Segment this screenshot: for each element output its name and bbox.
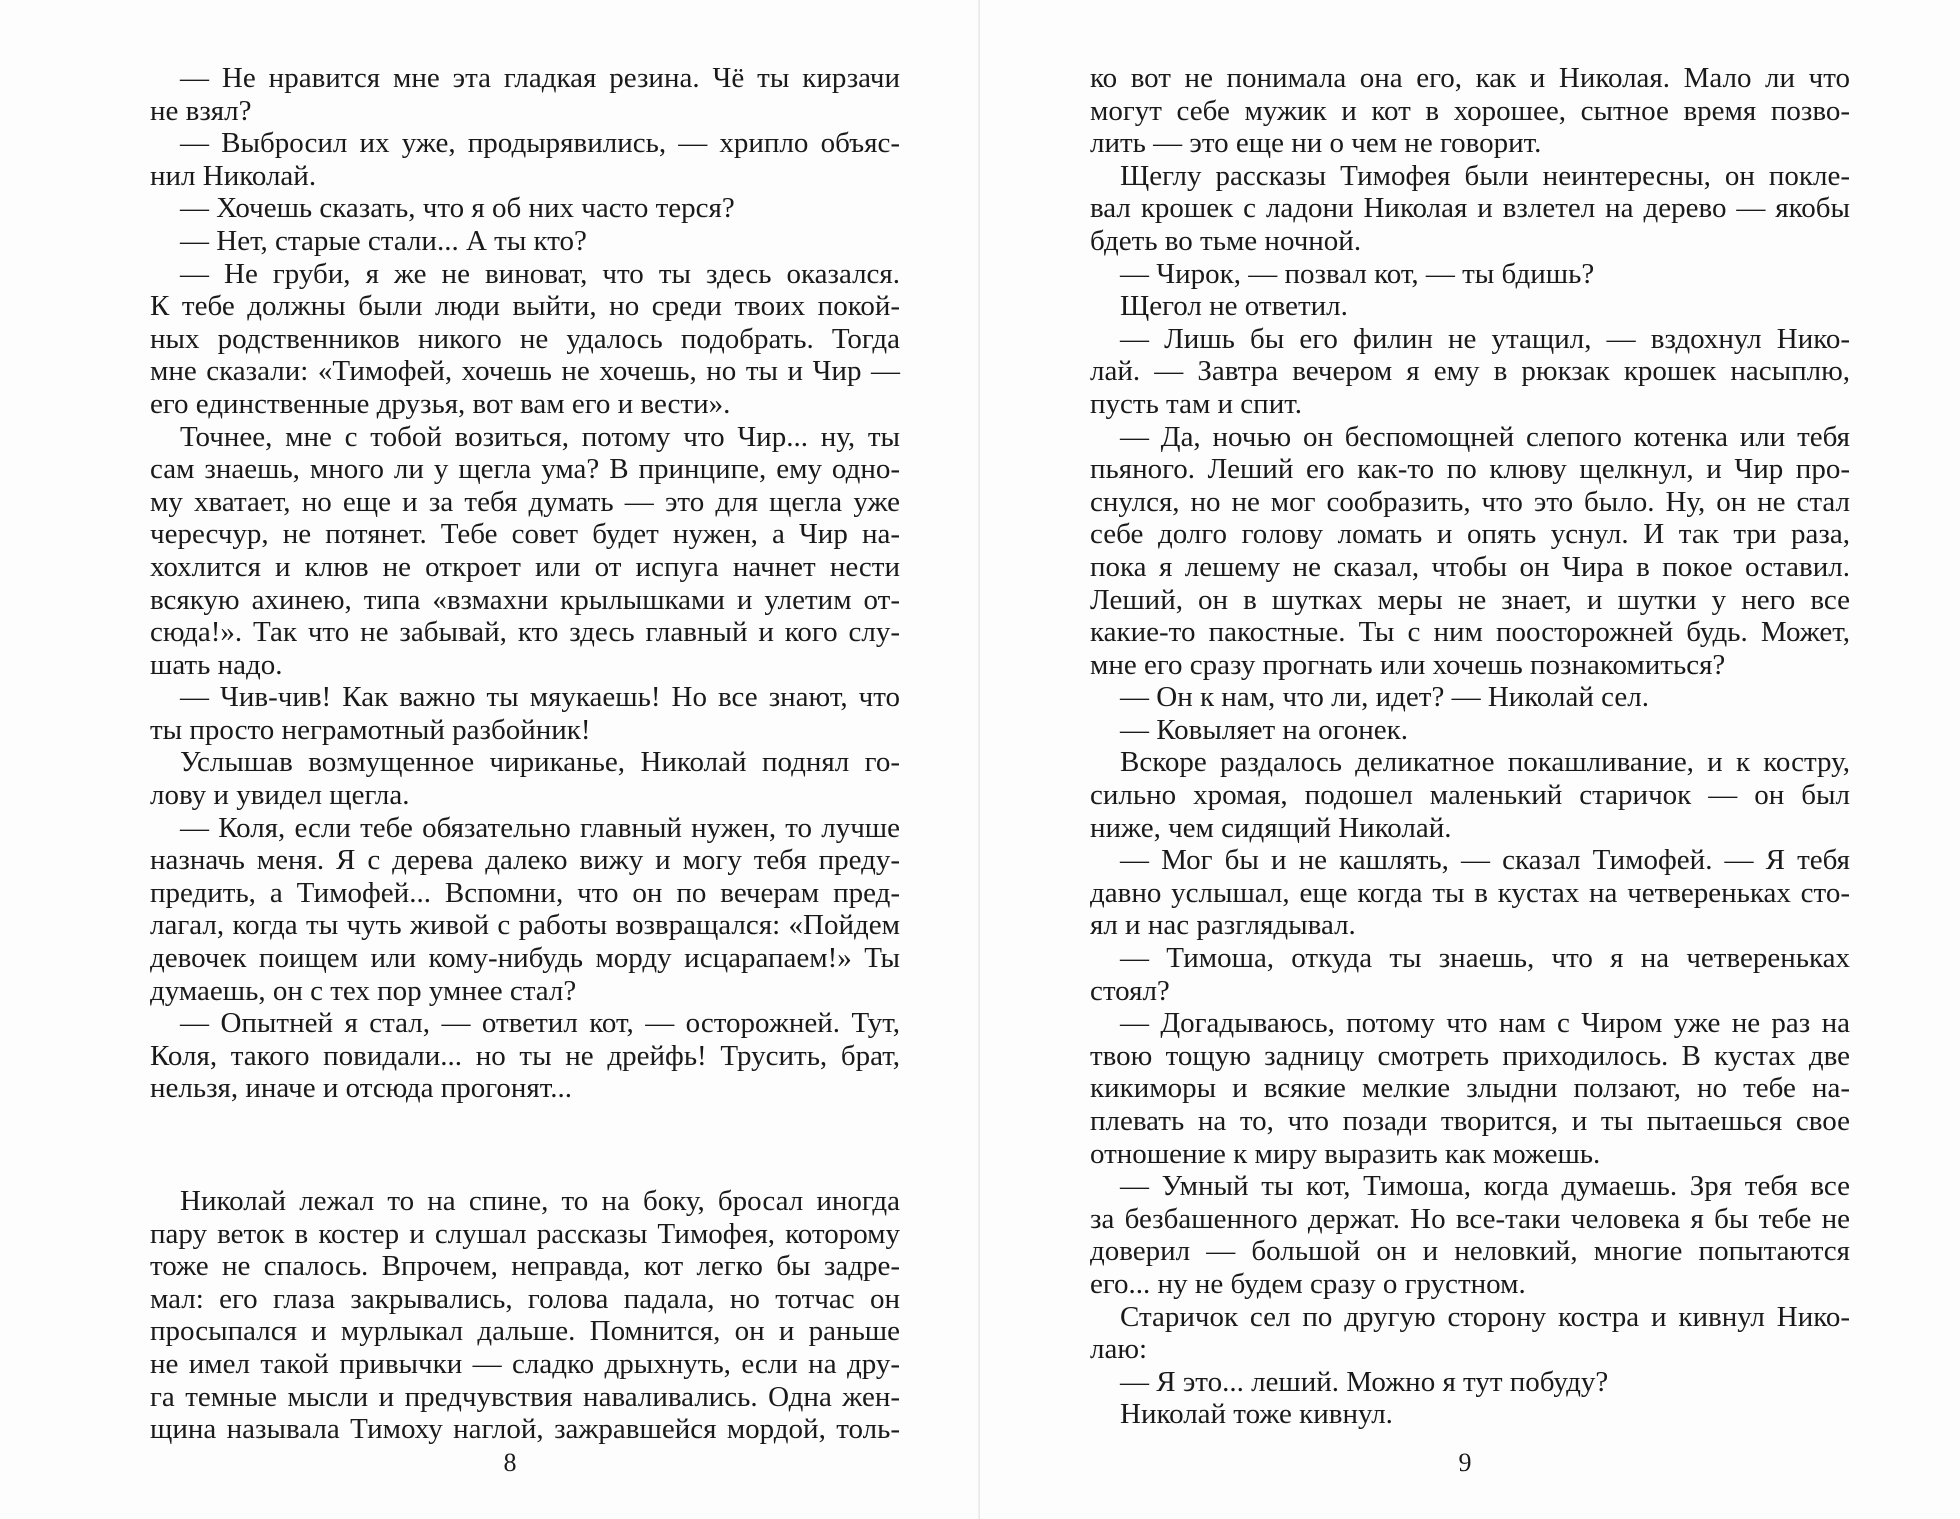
text-line: Вскоре раздалось деликатное покашливание, и к костру,: [1120, 746, 1850, 779]
text-line: тоже не спалось. Впрочем, неправда, кот легко бы задре-: [150, 1250, 900, 1283]
text-line: — Опытней я стал, — ответил кот, — осторожней. Тут,: [180, 1007, 900, 1040]
text-line: могут себе мужик и кот в хорошее, сытное время позво-: [1090, 94, 1850, 127]
section-break: [150, 1105, 900, 1185]
text-line: Леший, он в шутках меры не знает, и шутки у него все: [1090, 583, 1850, 616]
text-line: — Чирок, — позвал кот, — ты бдишь?: [1120, 257, 1595, 290]
page-number: 8: [503, 1448, 517, 1477]
text-line: отношение к миру выразить как можешь.: [1090, 1137, 1601, 1170]
text-line: лову и увидел щегла.: [150, 779, 410, 812]
text-line: Николай лежал то на спине, то на боку, бросал иногда: [180, 1185, 900, 1217]
text-line: — Не нравится мне эта гладкая резина. Чё ты кирзачи: [180, 62, 900, 94]
text-line: ных родственников никого не удалось подобрать. Тогда: [150, 322, 900, 355]
text-line: — Не груби, я же не виноват, что ты здесь оказался.: [180, 257, 900, 290]
page-number: 9: [1458, 1448, 1472, 1477]
text-line: — Нет, старые стали... А ты кто?: [180, 224, 587, 257]
text-line: кикиморы и всякие мелкие злыдни ползают, но тебе на-: [1090, 1072, 1850, 1105]
right-page-text: [1090, 62, 1850, 1431]
text-line: — Чив-чив! Как важно ты мяукаешь! Но все знают, что: [180, 681, 900, 714]
text-line: предить, а Тимофей... Вспомни, что он по вечерам пред-: [150, 876, 900, 909]
text-line: — Тимоша, откуда ты знаешь, что я на четвереньках: [1120, 942, 1850, 975]
text-line: му хватает, но еще и за тебя думать — это для щегла уже: [150, 485, 900, 518]
text-line: сюда!». Так что не забывай, кто здесь главный и кого слу-: [150, 616, 900, 649]
text-line: пьяного. Леший его как-то по клюву щелкнул, и Чир про-: [1090, 453, 1850, 486]
text-line: просыпался и мурлыкал дальше. Помнится, он и раньше: [150, 1315, 900, 1348]
text-line: мал: его глаза закрывались, голова падала, но тотчас он: [150, 1282, 900, 1315]
text-line: ко вот не понимала она его, как и Николая. Мало ли что: [1090, 62, 1850, 94]
text-line: плевать на то, что позади творится, и ты пытаешься свое: [1090, 1105, 1850, 1137]
text-line: не имел такой привычки — сладко дрыхнуть, если на дру-: [150, 1347, 900, 1380]
text-line: — Я это... леший. Можно я тут побуду?: [1120, 1365, 1609, 1398]
text-line: — Мог бы и не кашлять, — сказал Тимофей. — Я тебя: [1120, 844, 1850, 877]
text-line: лаю:: [1090, 1333, 1148, 1366]
text-line: хохлится и клюв не откроет или от испуга начнет нести: [150, 550, 900, 583]
text-line: давно услышал, еще когда ты в кустах на четвереньках сто-: [1090, 876, 1850, 909]
text-line: — Лишь бы его филин не утащил, — вздохнул Нико-: [1120, 322, 1850, 355]
text-line: нил Николай.: [150, 159, 317, 192]
text-line: — Догадываюсь, потому что нам с Чиром уже не раз на: [1120, 1007, 1850, 1040]
text-line: нельзя, иначе и отсюда прогонят...: [150, 1072, 572, 1105]
text-line: Щеглу рассказы Тимофея были неинтересны, он покле-: [1120, 159, 1850, 192]
text-line: мне его сразу прогнать или хочешь познакомиться?: [1090, 648, 1726, 681]
text-line: доверил — большой он и неловкий, многие попытаются: [1090, 1235, 1850, 1268]
text-line: Старичок сел по другую сторону костра и кивнул Нико-: [1120, 1300, 1850, 1333]
text-line: пару веток в костер и слушал рассказы Тимофея, которому: [150, 1217, 900, 1250]
text-line: Щегол не ответил.: [1120, 290, 1348, 323]
text-line: шать надо.: [150, 648, 283, 681]
text-line: — Коля, если тебе обязательно главный нужен, то лучше: [180, 811, 900, 844]
text-line: всякую ахинею, типа «взмахни крылышками и улетим от-: [150, 583, 900, 616]
text-line: девочек поищем или кому-нибудь морду исцарапаем!» Ты: [150, 942, 900, 975]
text-line: лай. — Завтра вечером я ему в рюкзак крошек насыплю,: [1090, 355, 1850, 388]
text-line: твою тощую задницу смотреть приходилось. В кустах две: [1090, 1039, 1850, 1072]
text-line: Точнее, мне с тобой возиться, потому что Чир... ну, ты: [180, 420, 900, 453]
text-line: снулся, но не мог сообразить, что это было. Ну, он не стал: [1090, 485, 1850, 518]
text-line: его... ну не будем сразу о грустном.: [1090, 1267, 1526, 1300]
text-line: не взял?: [150, 94, 252, 127]
text-line: себе долго голову ломать и опять уснул. И так три раза,: [1090, 518, 1850, 551]
text-line: его единственные друзья, вот вам его и вести».: [150, 387, 731, 420]
text-line: лагал, когда ты чуть живой с работы возвращался: «Пойдем: [150, 909, 900, 942]
text-line: за безбашенного держат. Но все-таки человека я бы тебе не: [1090, 1202, 1850, 1235]
text-line: — Выбросил их уже, продырявились, — хрипло объяс-: [180, 127, 900, 160]
text-line: мне сказали: «Тимофей, хочешь не хочешь, но ты и Чир —: [150, 355, 900, 388]
text-line: га темные мысли и предчувствия наваливались. Одна жен-: [150, 1380, 900, 1413]
text-line: бдеть во тьме ночной.: [1090, 224, 1362, 257]
text-line: пусть там и спит.: [1090, 387, 1302, 420]
text-line: — Он к нам, что ли, идет? — Николай сел.: [1120, 681, 1649, 714]
text-line: — Ковыляет на огонек.: [1120, 713, 1408, 746]
text-line: — Хочешь сказать, что я об них часто терся?: [180, 192, 735, 225]
text-line: назначь меня. Я с дерева далеко вижу и могу тебя преду-: [150, 844, 900, 877]
text-line: щина называла Тимоху наглой, зажравшейся мордой, толь-: [150, 1413, 900, 1446]
text-line: ты просто неграмотный разбойник!: [150, 713, 591, 746]
text-line: стоял?: [1090, 974, 1170, 1007]
text-line: Коля, такого повидали... но ты не дрейфь! Трусить, брат,: [150, 1039, 900, 1072]
text-line: — Да, ночью он беспомощней слепого котенка или тебя: [1120, 420, 1850, 453]
left-page-text: [150, 62, 900, 1446]
text-line: ял и нас разглядывал.: [1090, 909, 1356, 942]
text-line: пока я лешему не сказал, чтобы он Чира в покое оставил.: [1090, 550, 1850, 583]
text-line: Услышав возмущенное чириканье, Николай поднял го-: [180, 746, 900, 779]
text-line: думаешь, он с тех пор умнее стал?: [150, 974, 577, 1007]
text-line: Николай тоже кивнул.: [1120, 1398, 1393, 1431]
text-line: сильно хромая, подошел маленький старичок — он был: [1090, 779, 1850, 812]
text-line: К тебе должны были люди выйти, но среди твоих покой-: [150, 290, 900, 323]
text-line: чересчур, не потянет. Тебе совет будет нужен, а Чир на-: [150, 518, 900, 551]
text-line: лить — это еще ни о чем не говорит.: [1090, 127, 1542, 160]
text-line: сам знаешь, много ли у щегла ума? В принципе, ему одно-: [150, 453, 900, 486]
text-line: вал крошек с ладони Николая и взлетел на дерево — якобы: [1090, 192, 1850, 225]
text-line: ниже, чем сидящий Николай.: [1090, 811, 1452, 844]
right-page: [980, 0, 1960, 1519]
text-line: — Умный ты кот, Тимоша, когда думаешь. Зря тебя все: [1120, 1170, 1850, 1203]
text-line: какие-то пакостные. Ты с ним поосторожней будь. Может,: [1090, 616, 1850, 649]
